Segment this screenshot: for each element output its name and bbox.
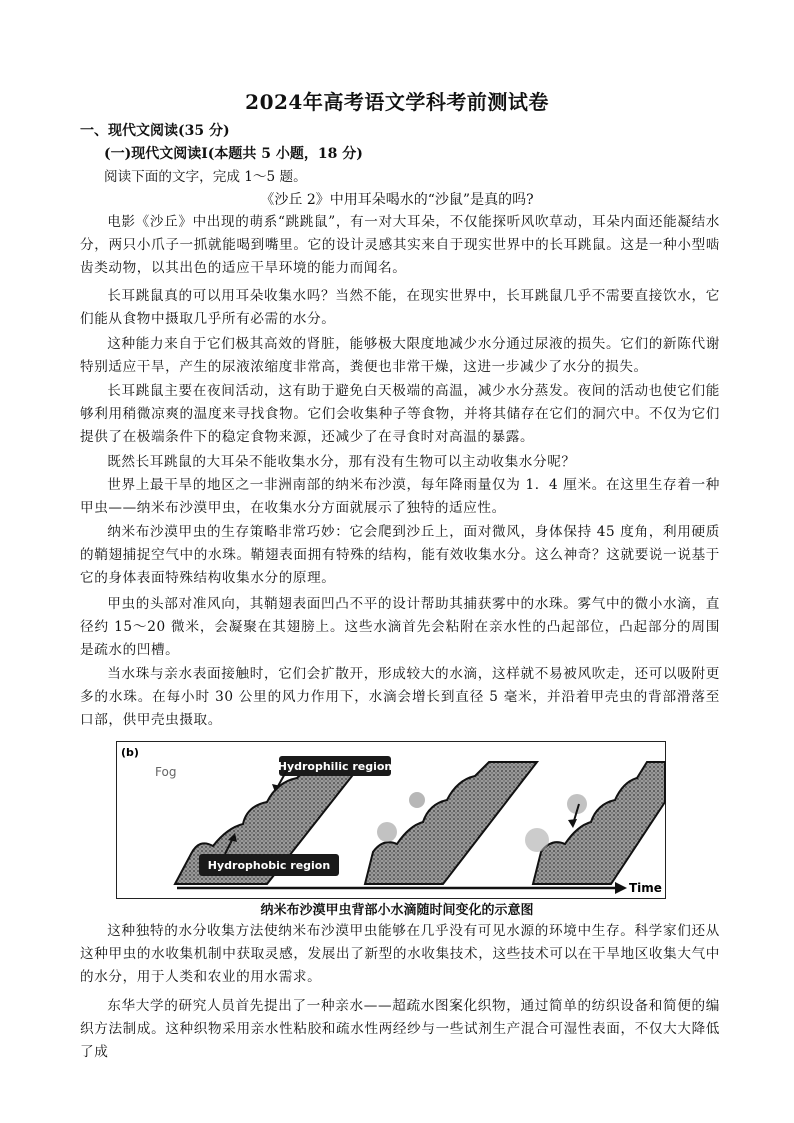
water-droplet: [409, 792, 425, 808]
water-droplet: [525, 828, 549, 852]
hydrophilic-label: Hydrophilic region: [277, 760, 393, 773]
water-droplet: [377, 822, 397, 842]
paragraph-1: 电影《沙丘》中出现的萌系“跳跳鼠”，有一对大耳朵，不仅能探听风吹草动，耳朵内面还能凝结水分，两只小爪子一抓就能喝到嘴里。它的设计灵感其实来自于现实世界中的长耳跳鼠。这是一种小型啮齿类动物，以其出色的适应干旱环境的能力而闻名。: [80, 214, 720, 277]
exam-title: 2024年高考语文学科考前测试卷: [245, 90, 549, 114]
fog-label: Fog: [155, 765, 177, 779]
paragraph-3: 这种能力来自于它们极其高效的肾脏，能够极大限度地减少水分通过尿液的损失。它们的新陈代谢特别适应干旱，产生的尿液浓缩度非常高，粪便也非常干燥，这进一步减少了水分的损失。: [80, 336, 720, 376]
paragraph-5: 既然长耳跳鼠的大耳朵不能收集水分，那有没有生物可以主动收集水分呢？: [107, 454, 576, 470]
paragraph-6: 世界上最干旱的地区之一非洲南部的纳米布沙漠，每年降雨量仅为 1．4 厘米。在这里生存着一种甲虫——纳米布沙漠甲虫，在收集水分方面就展示了独特的适应性。: [80, 477, 720, 517]
paragraph-11: 东华大学的研究人员首先提出了一种亲水——超疏水图案化织物，通过简单的纺织设备和简便的编织方法制成。这种织物采用亲水性粘胶和疏水性两经纱与一些试剂生产混合可湿性表面，不仅大大降低了成: [80, 998, 720, 1061]
article-title: 《沙丘 2》中用耳朵喝水的“沙鼠”是真的吗?: [260, 192, 534, 208]
panel-label: (b): [121, 746, 139, 759]
paragraph-7: 纳米布沙漠甲虫的生存策略非常巧妙：它会爬到沙丘上，面对微风，身体保持 45 度角，利用硬质的鞘翅捕捉空气中的水珠。鞘翅表面拥有特殊的结构，能有效收集水分。这么神奇？这就要说一说基于它的身体表面特殊结构收集水分的原理。: [80, 524, 720, 587]
figure-caption: 纳米布沙漠甲虫背部小水滴随时间变化的示意图: [260, 903, 534, 918]
beetle-diagram: [116, 741, 666, 899]
paragraph-4: 长耳跳鼠主要在夜间活动，这有助于避免白天极端的高温，减少水分蒸发。夜间的活动也使它们能够利用稍微凉爽的温度来寻找食物。它们会收集种子等食物，并将其储存在它们的洞穴中。不仅为它们提供了在极端条件下的稳定食物来源，还减少了在寻食时对高温的暴露。: [80, 383, 720, 446]
time-label: Time: [629, 881, 662, 895]
instruction: 阅读下面的文字，完成 1～5 题。: [104, 169, 307, 185]
paragraph-9: 当水珠与亲水表面接触时，它们会扩散开，形成较大的水滴，这样就不易被风吹走，还可以吸附更多的水珠。在每小时 30 公里的风力作用下，水滴会增长到直径 5 毫米，并沿着甲壳虫的背部滑落至口部，供甲壳虫摄取。: [80, 666, 720, 729]
paragraph-10: 这种独特的水分收集方法使纳米布沙漠甲虫能够在几乎没有可见水源的环境中生存。科学家们还从这种甲虫的水收集机制中获取灵感，发展出了新型的水收集技术，这些技术可以在干旱地区收集大气中的水分，用于人类和农业的用水需求。: [80, 923, 720, 986]
elytra-surface-3: [533, 762, 665, 884]
paragraph-2: 长耳跳鼠真的可以用耳朵收集水吗？当然不能，在现实世界中，长耳跳鼠几乎不需要直接饮水，它们能从食物中摄取几乎所有必需的水分。: [80, 288, 720, 328]
paragraph-8: 甲虫的头部对准风向，其鞘翅表面凹凸不平的设计帮助其捕获雾中的水珠。雾气中的微小水滴，直径约 15～20 微米，会凝聚在其翅膀上。这些水滴首先会粘附在亲水性的凸起部位，凸起部分的周围是疏水的凹槽。: [80, 596, 720, 659]
section-heading: 一、现代文阅读(35 分): [80, 123, 230, 139]
subsection-heading: (一)现代文阅读Ⅰ(本题共 5 小题，18 分): [104, 146, 363, 162]
hydrophobic-label: Hydrophobic region: [207, 859, 331, 872]
